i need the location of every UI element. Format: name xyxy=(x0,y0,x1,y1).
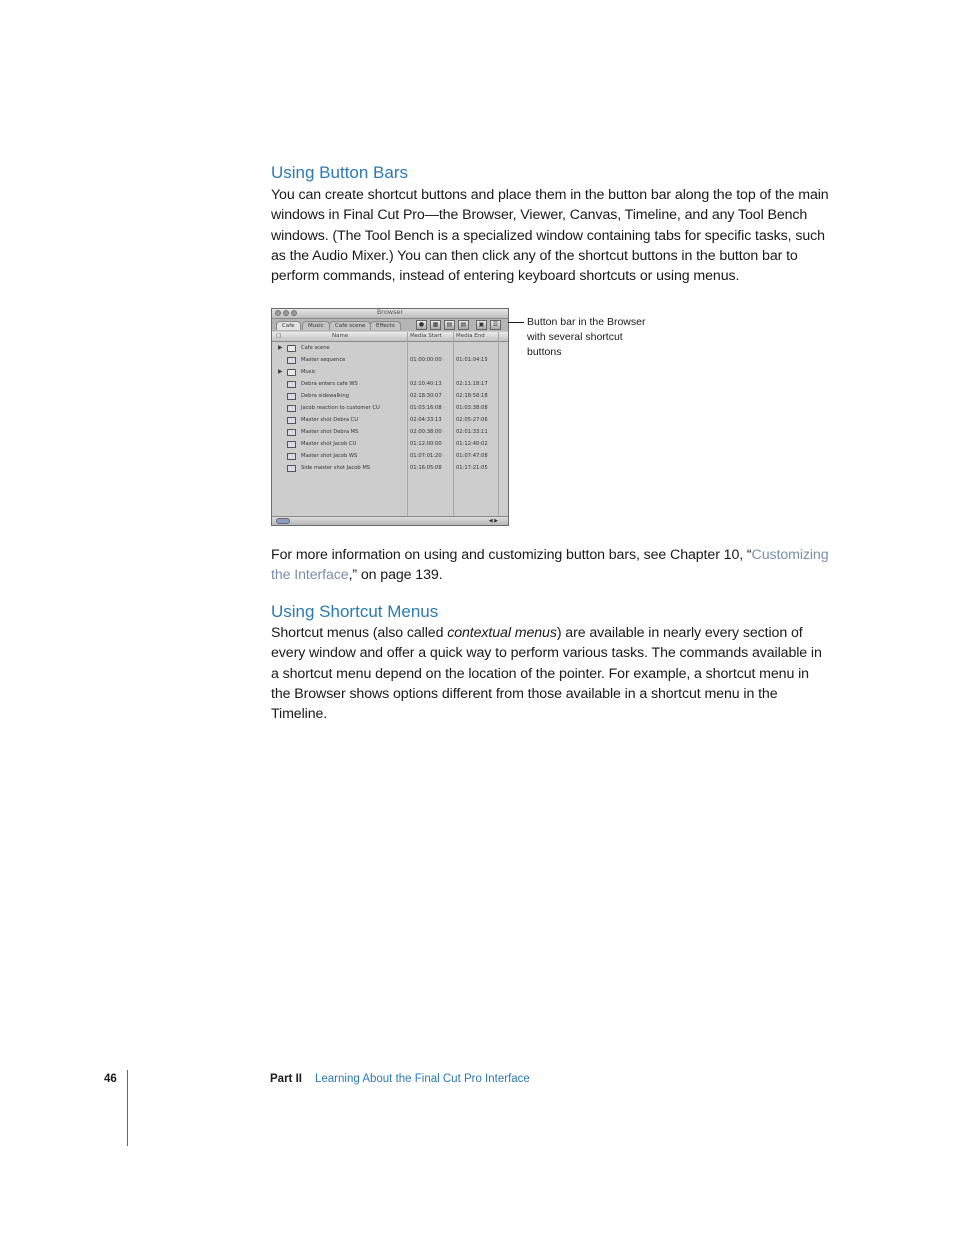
list-item[interactable] xyxy=(272,378,508,390)
more-info-text: For more information on using and customizing button bars, see Chapter 10, “ xyxy=(271,547,752,563)
list-item[interactable] xyxy=(272,438,508,450)
item-name: Master shot Jacob CU xyxy=(301,441,357,447)
list-item[interactable] xyxy=(272,390,508,402)
section-heading-shortcut-menus: Using Shortcut Menus xyxy=(271,602,439,621)
shortcut-button-5[interactable] xyxy=(476,320,487,330)
column-divider xyxy=(453,332,454,517)
browser-tab-row xyxy=(272,319,508,331)
clip-icon xyxy=(287,381,296,388)
tab-effects[interactable]: Effects xyxy=(370,321,401,330)
shortcut-menus-paragraph xyxy=(271,623,831,724)
item-media-start: 01:03:16:08 xyxy=(410,405,442,411)
frame-icon: ▣ xyxy=(478,321,485,328)
clip-icon xyxy=(287,429,296,436)
customizing-interface-link[interactable]: Customizing the Interface xyxy=(271,547,829,584)
item-media-end: 01:07:47:08 xyxy=(456,453,488,459)
folder-icon: □ xyxy=(276,333,282,339)
item-media-start: 02:10:40:13 xyxy=(410,381,442,387)
list-item[interactable] xyxy=(272,402,508,414)
page-icon: ▤ xyxy=(460,321,467,328)
shortcut-text-end: ) are available in nearly every section of every window and offer a quick way to perform various tasks. The commands available in a shortcut menu depend on the location of the pointer. For example, a shortcut menu in the Browser shows options different from those available in a shortcut menu in the Timeline. xyxy=(271,625,822,723)
document-icon: ▤ xyxy=(446,321,453,328)
browser-titlebar xyxy=(272,309,508,319)
list-item[interactable] xyxy=(272,354,508,366)
column-divider xyxy=(407,332,408,517)
shortcut-button-4[interactable] xyxy=(458,320,469,330)
bin-icon xyxy=(287,345,296,352)
footer-rule xyxy=(127,1070,128,1146)
clip-icon xyxy=(287,393,296,400)
item-media-end: 01:03:38:08 xyxy=(456,405,488,411)
item-media-end: 01:12:40:02 xyxy=(456,441,488,447)
tab-music[interactable]: Music xyxy=(302,321,330,330)
tab-cafe-scene[interactable]: Cafe scene xyxy=(329,321,371,330)
item-media-start: 01:00:00:00 xyxy=(410,357,442,363)
button-bars-paragraph: You can create shortcut buttons and place them in the button bar along the top of the main windows in Final Cut Pro—the Browser, Viewer, Canvas, Timeline, and any Tool Bench windows. (The Tool Bench is a specialized window containing tabs for specific tasks, such as the Audio Mixer.) You can then click any of the shortcut buttons in the button bar to perform commands, instead of entering keyboard shortcuts or using menus. xyxy=(271,187,829,285)
scroll-thumb[interactable] xyxy=(276,518,290,524)
bin-icon xyxy=(287,369,296,376)
item-media-end: 01:17:21:05 xyxy=(456,465,488,471)
list-icon: ☰ xyxy=(492,321,499,328)
footer-title: Learning About the Final Cut Pro Interface xyxy=(315,1073,530,1085)
list-item[interactable] xyxy=(272,414,508,426)
item-name: Master shot Jacob WS xyxy=(301,453,358,459)
column-media-end[interactable]: Media End xyxy=(456,333,485,339)
item-media-end: 02:01:33:11 xyxy=(456,429,488,435)
horizontal-scrollbar[interactable] xyxy=(272,516,508,525)
clip-icon xyxy=(287,453,296,460)
list-item[interactable] xyxy=(272,450,508,462)
list-item[interactable] xyxy=(272,426,508,438)
disclosure-triangle-icon[interactable]: ▶ xyxy=(278,368,283,375)
browser-window-figure xyxy=(271,308,509,526)
contextual-menus-term: contextual menus xyxy=(447,625,557,641)
list-item[interactable] xyxy=(272,342,508,354)
column-divider xyxy=(498,332,499,517)
clip-icon xyxy=(287,417,296,424)
item-media-start: 01:07:01:20 xyxy=(410,453,442,459)
shortcut-text: Shortcut menus (also called xyxy=(271,625,448,641)
item-name: Master shot Debra MS xyxy=(301,429,359,435)
item-name: Master sequence xyxy=(301,357,346,363)
item-name: Jacob reaction to customer CU xyxy=(301,405,380,411)
tab-cafe[interactable]: Cafe xyxy=(276,321,301,330)
section-heading-button-bars: Using Button Bars xyxy=(271,163,409,182)
sequence-icon xyxy=(287,357,296,364)
scroll-arrows-icon[interactable]: ◀ ▶ xyxy=(488,518,498,524)
column-header-row xyxy=(272,332,508,342)
column-media-start[interactable]: Media Start xyxy=(410,333,442,339)
item-media-start: 01:12:00:00 xyxy=(410,441,442,447)
disclosure-triangle-icon[interactable]: ▶ xyxy=(278,344,283,351)
figure-callout: Button bar in the Browser with several shortcut buttons xyxy=(527,316,646,358)
item-name: Cafe scene xyxy=(301,345,330,351)
item-name: Music xyxy=(301,369,316,375)
list-item[interactable] xyxy=(272,366,508,378)
item-media-start: 01:16:05:08 xyxy=(410,465,442,471)
shortcut-button-2[interactable] xyxy=(430,320,441,330)
callout-leader-line xyxy=(508,322,524,323)
list-item[interactable] xyxy=(272,462,508,474)
item-media-end: 02:11:18:17 xyxy=(456,381,488,387)
item-name: Side master shot Jacob MS xyxy=(301,465,371,471)
more-info-paragraph xyxy=(271,545,831,586)
page-number: 46 xyxy=(104,1073,117,1085)
clip-icon xyxy=(287,465,296,472)
item-media-start: 02:00:38:00 xyxy=(410,429,442,435)
item-media-end: 02:05:27:06 xyxy=(456,417,488,423)
speaker-icon: ● xyxy=(418,321,425,328)
more-info-text-end: ,” on page 139. xyxy=(348,567,443,584)
item-name: Master shot Debra CU xyxy=(301,417,359,423)
footer-part: Part II xyxy=(270,1073,302,1085)
shortcut-button-1[interactable] xyxy=(416,320,427,330)
item-name: Debra enters cafe WS xyxy=(301,381,358,387)
item-media-end: 01:01:04:15 xyxy=(456,357,488,363)
grid-icon: ▦ xyxy=(432,321,439,328)
browser-window-title: Browser xyxy=(376,308,404,316)
item-media-end: 02:18:58:18 xyxy=(456,393,488,399)
shortcut-button-6[interactable] xyxy=(490,320,501,330)
shortcut-button-3[interactable] xyxy=(444,320,455,330)
item-media-start: 02:18:30:07 xyxy=(410,393,442,399)
column-name[interactable]: Name xyxy=(332,333,349,339)
browser-item-list xyxy=(272,342,508,517)
clip-icon xyxy=(287,441,296,448)
item-media-start: 02:04:33:13 xyxy=(410,417,442,423)
clip-icon xyxy=(287,405,296,412)
item-name: Debra sidewalking xyxy=(301,393,349,399)
